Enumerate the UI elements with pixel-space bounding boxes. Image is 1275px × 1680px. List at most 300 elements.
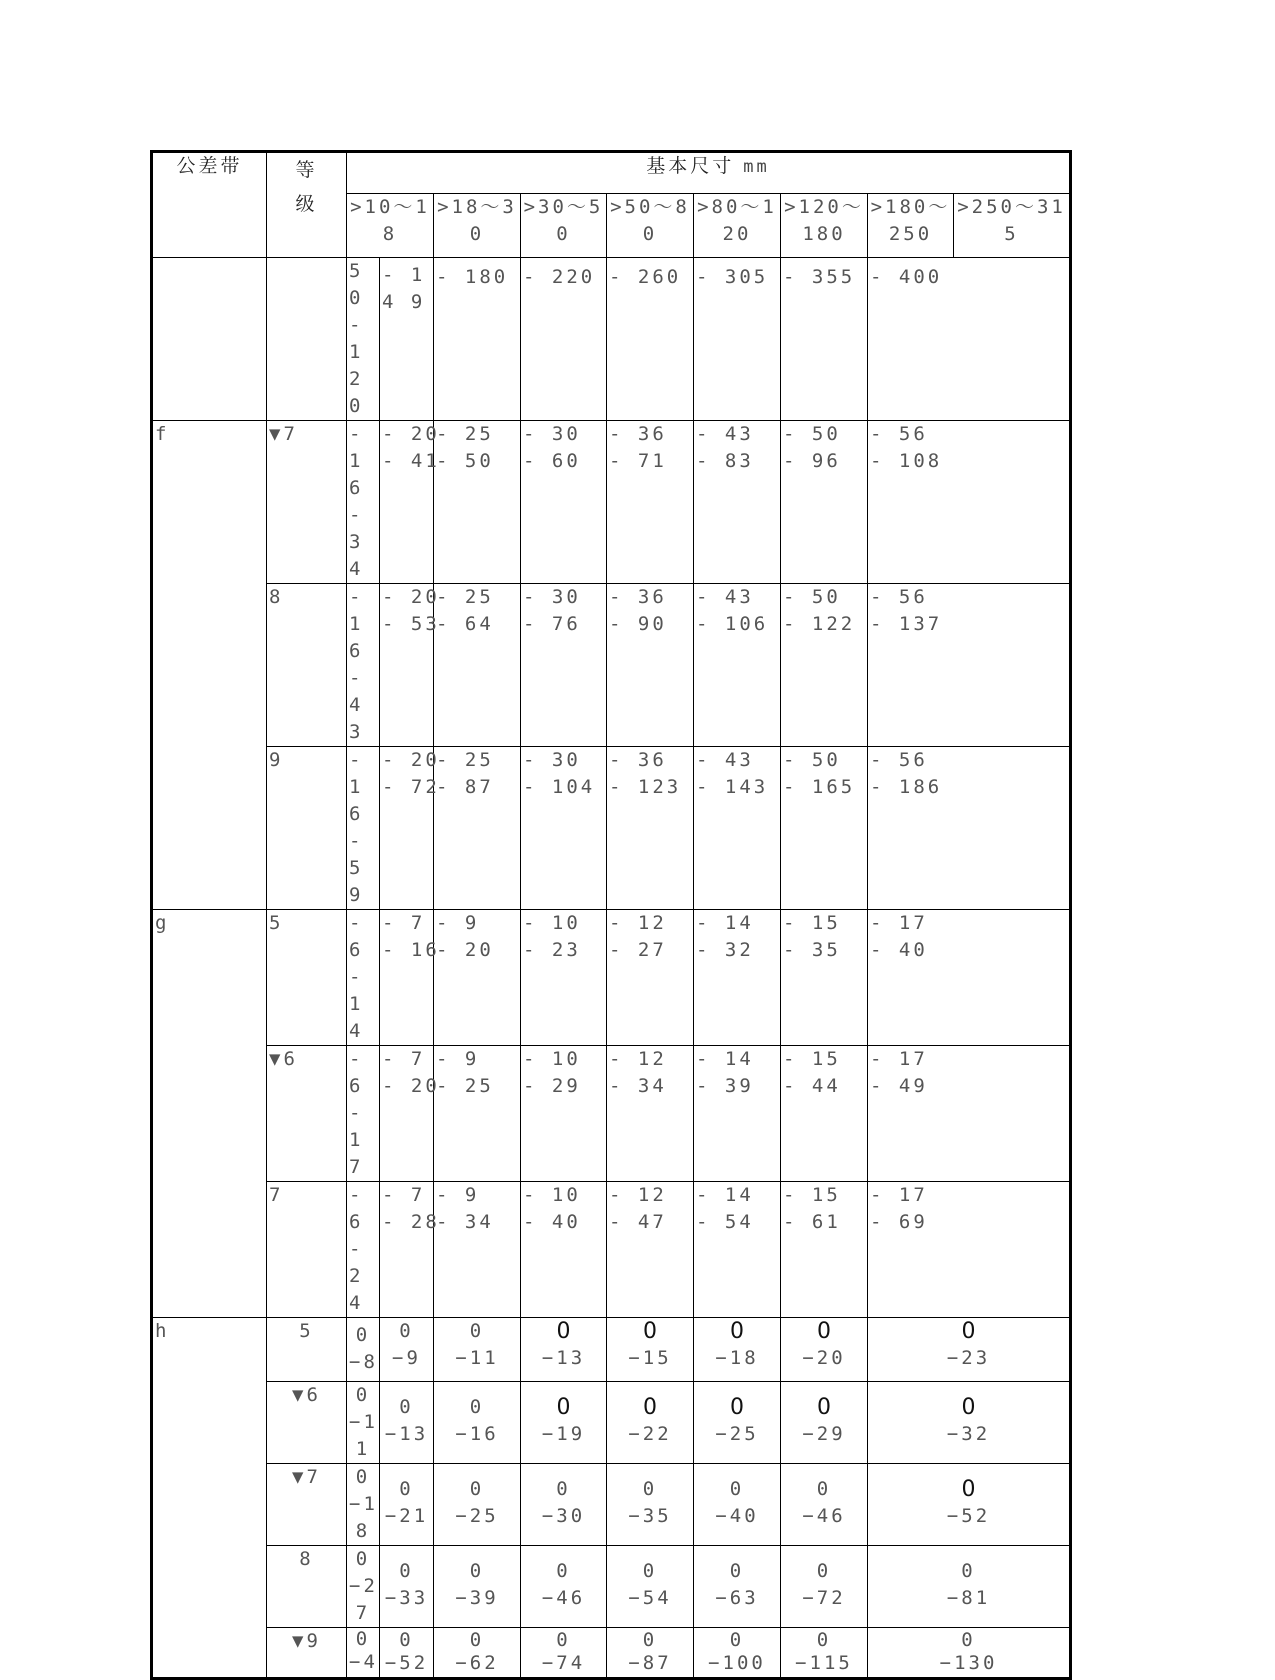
value-cell (521, 421, 607, 584)
lower-value: −32 (946, 1423, 991, 1445)
value-cell (868, 1182, 1071, 1318)
narrow-cell: 0 −11 (347, 1382, 380, 1464)
value-cell (781, 1382, 868, 1464)
value-cell (380, 1182, 440, 1318)
value-cell (521, 1628, 607, 1679)
header-range: >120～180 (781, 194, 868, 258)
value-cell (607, 421, 694, 584)
grade-cell: ▼6 (267, 1046, 347, 1182)
value-cell (521, 1464, 607, 1546)
value-cell (868, 747, 1071, 910)
upper-value: - 20 (382, 749, 440, 771)
narrow-cell: - 6 - 14 (347, 910, 380, 1046)
grade-cell: 5 (267, 1318, 347, 1382)
value-cell (434, 1318, 521, 1382)
value-cell (694, 258, 781, 421)
value-cell (434, 747, 521, 910)
value-cell (781, 910, 868, 1046)
lower-value: −52 (384, 1652, 429, 1674)
upper-value: 0 (642, 1560, 658, 1582)
upper-value: - 10 (523, 912, 581, 934)
value-cell (434, 1382, 521, 1464)
value-cell (781, 747, 868, 910)
upper-value: - 9 (436, 1184, 480, 1206)
upper-value: - 9 (436, 1048, 480, 1070)
lower-value: −81 (946, 1587, 991, 1609)
lower-value: −54 (628, 1587, 672, 1609)
upper-value: 0 (469, 1560, 485, 1582)
band-cell: h (152, 1318, 267, 1679)
upper-value: - 30 (523, 586, 581, 608)
lower-value: −19 (541, 1423, 586, 1445)
band-cell: g (152, 910, 267, 1318)
upper-value: - 43 (696, 749, 754, 771)
value: - 180 (436, 266, 509, 288)
lower-value: −20 (802, 1347, 846, 1369)
value-cell (434, 910, 521, 1046)
value-cell (868, 1464, 1071, 1546)
value-cell (781, 421, 868, 584)
lower-value: −22 (628, 1423, 672, 1445)
header-basic-size (347, 152, 1071, 194)
lower-value: −46 (541, 1587, 586, 1609)
value-cell (380, 421, 440, 584)
upper-value: - 14 (696, 1048, 754, 1070)
value-cell (607, 1046, 694, 1182)
lower-value: - 16 (382, 939, 440, 961)
value-cell (380, 1046, 440, 1182)
grade-cell (267, 258, 347, 421)
lower-value: - 39 (696, 1075, 754, 1097)
grade-cell: ▼7 (267, 421, 347, 584)
grade-cell: 8 (267, 584, 347, 747)
table-row (152, 1046, 1071, 1182)
lower-value: −18 (715, 1347, 759, 1369)
upper-value: - 30 (523, 749, 581, 771)
upper-value: 0 (399, 1478, 414, 1500)
value-cell (607, 1628, 694, 1679)
header-grade-line2: 级 (295, 193, 318, 215)
lower-value: - 108 (870, 450, 943, 472)
lower-value: - 50 (436, 450, 494, 472)
lower-value: −35 (628, 1505, 672, 1527)
value-cell (380, 910, 440, 1046)
lower-value: - 90 (609, 613, 667, 635)
upper-value: - 14 (696, 1184, 754, 1206)
value-cell (380, 584, 440, 747)
lower-value: −33 (384, 1587, 429, 1609)
value-cell (380, 1464, 434, 1546)
lower-value: - 35 (783, 939, 841, 961)
upper-value: - 56 (870, 749, 928, 771)
table-row (152, 584, 1071, 747)
narrow-cell: 50 - 120 (347, 258, 380, 421)
value-cell (694, 1182, 781, 1318)
value-cell (521, 258, 607, 421)
value-cell (607, 258, 694, 421)
value-cell (694, 421, 781, 584)
lower-value: - 49 (870, 1075, 928, 1097)
value-cell (694, 1318, 781, 1382)
value: - 400 (870, 266, 943, 288)
table-row (152, 1182, 1071, 1318)
lower-value: - 60 (523, 450, 581, 472)
value-cell (521, 910, 607, 1046)
upper-value: 0 (817, 1395, 831, 1420)
value: - 220 (523, 266, 596, 288)
value-cell (694, 1546, 781, 1628)
narrow-cell: - 16 - 43 (347, 584, 380, 747)
lower-value: - 61 (783, 1211, 841, 1233)
lower-value: −9 (392, 1347, 421, 1369)
narrow-cell: 0 −4 (347, 1628, 380, 1679)
band-cell (152, 258, 267, 421)
lower-value: - 83 (696, 450, 754, 472)
upper-value: 0 (399, 1560, 414, 1582)
value-cell (434, 1046, 521, 1182)
upper-value: 0 (399, 1320, 414, 1342)
value-cell (380, 1318, 434, 1382)
upper-value: 0 (556, 1395, 571, 1420)
lower-value: −30 (541, 1505, 586, 1527)
lower-value: - 20 (382, 1075, 440, 1097)
narrow-cell: 0 −27 (347, 1546, 380, 1628)
header-basic-size-label: 基本尺寸 (646, 155, 735, 177)
value: - 355 (783, 266, 856, 288)
value-cell (868, 1318, 1071, 1382)
header-grade-line1: 等 (295, 159, 318, 181)
lower-value: −115 (795, 1652, 853, 1674)
lower-value: - 29 (523, 1075, 581, 1097)
header-range: >50～80 (607, 194, 694, 258)
lower-value: −23 (946, 1347, 991, 1369)
value-cell (868, 1628, 1071, 1679)
lower-value: - 71 (609, 450, 667, 472)
upper-value: - 7 (382, 912, 426, 934)
upper-value: - 15 (783, 912, 841, 934)
value-cell (607, 1546, 694, 1628)
value-cell (434, 1546, 521, 1628)
upper-value: - 25 (436, 423, 494, 445)
value-cell (781, 1628, 868, 1679)
upper-value: 0 (643, 1395, 657, 1420)
lower-value: - 34 (436, 1211, 494, 1233)
upper-value: - 25 (436, 749, 494, 771)
value-cell (694, 1382, 781, 1464)
lower-value: −72 (802, 1587, 846, 1609)
lower-value: −40 (715, 1505, 759, 1527)
upper-value: - 14 (696, 912, 754, 934)
lower-value: - 54 (696, 1211, 754, 1233)
lower-value: - 72 (382, 776, 440, 798)
lower-value: - 34 (609, 1075, 667, 1097)
header-range: >80～120 (694, 194, 781, 258)
value-cell (434, 1464, 521, 1546)
upper-value: 0 (399, 1396, 414, 1418)
value-cell (607, 1318, 694, 1382)
upper-value: 0 (399, 1629, 414, 1651)
upper-value: 0 (729, 1478, 745, 1500)
grade-cell: ▼6 (267, 1382, 347, 1464)
lower-value: - 64 (436, 613, 494, 635)
lower-value: −29 (802, 1423, 846, 1445)
upper-value: 0 (816, 1478, 832, 1500)
lower-value: −25 (715, 1423, 759, 1445)
grade-cell: 5 (267, 910, 347, 1046)
value-cell (868, 258, 1071, 421)
value: - 260 (609, 266, 682, 288)
lower-value: - 53 (382, 613, 440, 635)
value-cell (434, 258, 521, 421)
value-cell (781, 1046, 868, 1182)
value-cell (434, 584, 521, 747)
value-cell (434, 1628, 521, 1679)
lower-value: - 40 (523, 1211, 581, 1233)
upper-value: - 50 (783, 586, 841, 608)
lower-value: - 96 (783, 450, 841, 472)
value-cell (781, 1464, 868, 1546)
upper-value: 0 (961, 1319, 976, 1344)
band-cell: f (152, 421, 267, 910)
value-cell (694, 584, 781, 747)
value-cell (781, 1546, 868, 1628)
upper-value: 0 (469, 1629, 485, 1651)
lower-value: - 32 (696, 939, 754, 961)
upper-value: - 12 (609, 1048, 667, 1070)
upper-value: 0 (556, 1629, 571, 1651)
lower-value: −62 (455, 1652, 499, 1674)
upper-value: 0 (556, 1560, 571, 1582)
table-row (152, 1546, 1071, 1628)
upper-value: 0 (730, 1319, 744, 1344)
value-cell (521, 1382, 607, 1464)
header-band-label: 公差带 (176, 155, 243, 177)
upper-value: - 36 (609, 423, 667, 445)
value-cell (781, 258, 868, 421)
upper-value: - 43 (696, 586, 754, 608)
value-cell (380, 1628, 434, 1679)
upper-value: 0 (469, 1320, 485, 1342)
value-cell (868, 1546, 1071, 1628)
tolerance-table (150, 150, 1072, 1680)
table-row (152, 1318, 1071, 1382)
value-cell (694, 747, 781, 910)
upper-value: 0 (643, 1319, 657, 1344)
lower-value: −16 (455, 1423, 499, 1445)
value-cell (868, 1382, 1071, 1464)
lower-value: - 69 (870, 1211, 928, 1233)
narrow-cell: 0 −8 (347, 1318, 380, 1382)
narrow-cell: 0 −18 (347, 1464, 380, 1546)
lower-value: −15 (628, 1347, 672, 1369)
narrow-cell: - 6 - 17 (347, 1046, 380, 1182)
lower-value: - 137 (870, 613, 943, 635)
upper-value: - 50 (783, 423, 841, 445)
value-cell (380, 747, 440, 910)
upper-value: 0 (961, 1477, 976, 1502)
value-cell (434, 421, 521, 584)
value-cell (868, 584, 1071, 747)
lower-value: - 23 (523, 939, 581, 961)
upper-value: - 43 (696, 423, 754, 445)
table-row (152, 1464, 1071, 1546)
value-cell (380, 1546, 434, 1628)
value-cell (607, 910, 694, 1046)
lower-value: −63 (715, 1587, 759, 1609)
upper-value: - 17 (870, 912, 928, 934)
upper-value: 0 (816, 1629, 832, 1651)
upper-value: - 36 (609, 586, 667, 608)
lower-value: - 123 (609, 776, 682, 798)
value-cell (607, 747, 694, 910)
value-cell (521, 1046, 607, 1182)
value-cell (781, 1182, 868, 1318)
value-cell (607, 1382, 694, 1464)
upper-value: - 36 (609, 749, 667, 771)
lower-value: - 47 (609, 1211, 667, 1233)
value-cell (521, 584, 607, 747)
grade-cell: 7 (267, 1182, 347, 1318)
upper-value: - 15 (783, 1048, 841, 1070)
table-row (152, 910, 1071, 1046)
upper-value: - 7 (382, 1048, 426, 1070)
header-grade (267, 152, 347, 258)
narrow-cell: - 6 - 24 (347, 1182, 380, 1318)
upper-value: - 20 (382, 423, 440, 445)
table-row (152, 421, 1071, 584)
table-row (152, 1382, 1071, 1464)
grade-cell: ▼7 (267, 1464, 347, 1546)
header-range: >10～18 (347, 194, 434, 258)
value-cell (781, 1318, 868, 1382)
lower-value: −11 (455, 1347, 499, 1369)
value-cell (434, 1182, 521, 1318)
upper-value: 0 (729, 1629, 745, 1651)
lower-value: - 106 (696, 613, 769, 635)
lower-value: −13 (384, 1423, 429, 1445)
upper-value: 0 (961, 1560, 976, 1582)
upper-value: 0 (730, 1395, 744, 1420)
value-cell (521, 1546, 607, 1628)
upper-value: - 15 (783, 1184, 841, 1206)
upper-value: - 10 (523, 1184, 581, 1206)
upper-value: 0 (469, 1396, 485, 1418)
lower-value: - 28 (382, 1211, 440, 1233)
upper-value: - 56 (870, 586, 928, 608)
upper-value: - 56 (870, 423, 928, 445)
upper-value: - 20 (382, 586, 440, 608)
upper-value: - 12 (609, 1184, 667, 1206)
value-cell (694, 1464, 781, 1546)
lower-value: −21 (384, 1505, 429, 1527)
value-cell (694, 1046, 781, 1182)
header-unit: mm (743, 157, 770, 177)
value-cell (868, 1046, 1071, 1182)
value-cell (607, 1182, 694, 1318)
upper-value: 0 (816, 1560, 832, 1582)
upper-value: 0 (729, 1560, 745, 1582)
lower-value: −39 (455, 1587, 499, 1609)
grade-cell: 8 (267, 1546, 347, 1628)
lower-value: −130 (939, 1652, 998, 1674)
lower-value: - 25 (436, 1075, 494, 1097)
value-cell (607, 1464, 694, 1546)
value-cell (380, 1382, 434, 1464)
lower-value: - 44 (783, 1075, 841, 1097)
lower-value: - 87 (436, 776, 494, 798)
narrow-cell: - 16 - 59 (347, 747, 380, 910)
header-tolerance-band (152, 152, 267, 258)
upper-value: - 10 (523, 1048, 581, 1070)
grade-cell: ▼9 (267, 1628, 347, 1679)
lower-value: - 143 (696, 776, 769, 798)
lower-value: - 104 (523, 776, 596, 798)
value-cell (607, 584, 694, 747)
lower-value: - 27 (609, 939, 667, 961)
header-range: >250～315 (954, 194, 1071, 258)
upper-value: - 12 (609, 912, 667, 934)
header-range: >18～30 (434, 194, 521, 258)
grade-cell: 9 (267, 747, 347, 910)
upper-value: 0 (961, 1629, 976, 1651)
upper-value: - 30 (523, 423, 581, 445)
lower-value: - 186 (870, 776, 943, 798)
upper-value: 0 (556, 1478, 571, 1500)
upper-value: 0 (961, 1395, 976, 1420)
table-row (152, 1628, 1071, 1679)
table-row (152, 258, 1071, 421)
lower-value: −25 (455, 1505, 499, 1527)
narrow-cell: - 16 - 34 (347, 421, 380, 584)
upper-value: - 17 (870, 1184, 928, 1206)
value-cell (521, 1182, 607, 1318)
upper-value: 0 (817, 1319, 831, 1344)
lower-value: −74 (541, 1652, 586, 1674)
lower-value: −13 (541, 1347, 586, 1369)
upper-value: 0 (556, 1319, 571, 1344)
value-cell (868, 910, 1071, 1046)
lower-value: - 122 (783, 613, 856, 635)
lower-value: −46 (802, 1505, 846, 1527)
header-range: >180～250 (868, 194, 954, 258)
upper-value: - 25 (436, 586, 494, 608)
upper-value: - 7 (382, 1184, 426, 1206)
upper-value: 0 (642, 1478, 658, 1500)
upper-value: - 9 (436, 912, 480, 934)
lower-value: - 41 (382, 450, 440, 472)
table-row (152, 747, 1071, 910)
upper-value: 0 (642, 1629, 658, 1651)
upper-value: - 50 (783, 749, 841, 771)
value-cell (521, 747, 607, 910)
value-cell (781, 584, 868, 747)
header-range: >30～50 (521, 194, 607, 258)
lower-value: - 20 (436, 939, 494, 961)
lower-value: −100 (708, 1652, 766, 1674)
lower-value: - 165 (783, 776, 856, 798)
lower-value: −52 (946, 1505, 991, 1527)
upper-value: 0 (469, 1478, 485, 1500)
value: - 305 (696, 266, 769, 288)
lower-value: - 40 (870, 939, 928, 961)
value-cell: - 14 9 (380, 258, 434, 421)
value-cell (694, 1628, 781, 1679)
value-cell (521, 1318, 607, 1382)
lower-value: - 76 (523, 613, 581, 635)
upper-value: - 17 (870, 1048, 928, 1070)
value-cell (694, 910, 781, 1046)
value-cell (868, 421, 1071, 584)
